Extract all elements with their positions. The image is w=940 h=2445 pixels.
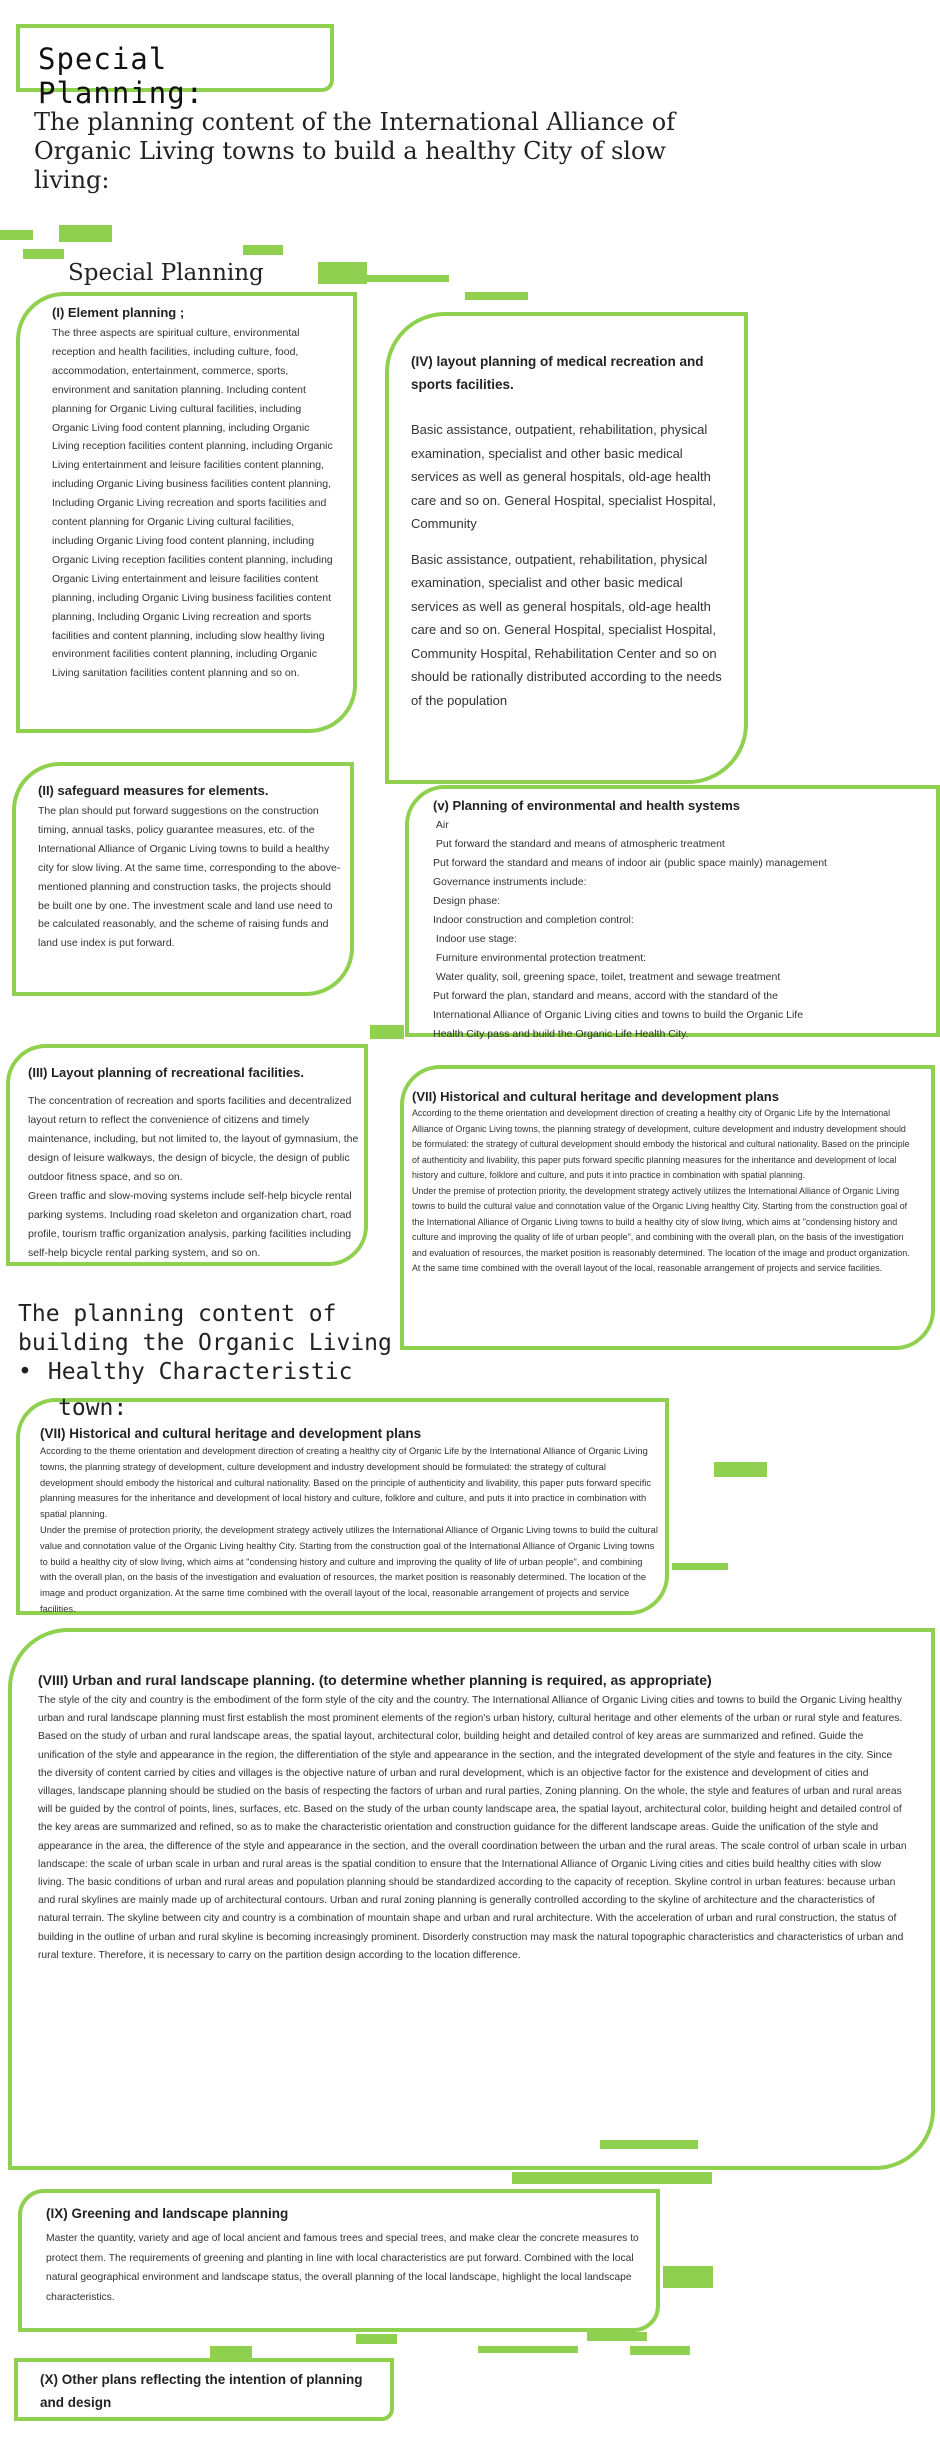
decor-bar	[672, 1563, 728, 1570]
environment-line: Put forward the standard and means of indoor air (public space mainly) management	[433, 857, 827, 869]
recreational-paragraph-2: Green traffic and slow-moving systems include self-help bicycle rental parking systems. Including road skeleton and organization chart, road profile, tourism traffic organization analysis, parking facilities including self-help bicycle rental parking system, and so on.	[28, 1190, 352, 1259]
decor-bar	[356, 2334, 397, 2344]
heritage-heading: (VII) Historical and cultural heritage and development plans	[412, 1089, 779, 1104]
environment-heading: (v) Planning of environmental and health systems	[433, 798, 741, 813]
section-heading: Special Planning	[68, 260, 264, 286]
environment-line: Indoor construction and completion control:	[433, 914, 634, 926]
heading-line	[18, 1358, 392, 1387]
decor-bar	[367, 275, 449, 282]
environment-line: Governance instruments include:	[433, 876, 587, 888]
environment-line: Water quality, soil, greening space, toilet, treatment and sewage treatment	[433, 971, 781, 983]
safeguard-heading: (II) safeguard measures for elements.	[38, 783, 269, 798]
element-planning-box	[16, 292, 357, 733]
element-planning-body: The three aspects are spiritual culture, environmental reception and health facilities, including culture, food, accommodation, entertainment, commerce, sports, environment and sanitation planning. Including content planning for Organic Living cultural facilities, including Organic Living food content planning, including Organic Living reception facilities content planning, including Organic Living entertainment and leisure facilities content planning, including Organic Living business facilities content planning, Including Organic Living recreation and sports facilities and content planning for Organic Living cultural facilities, including Organic Living food content planning, including Organic Living reception facilities content planning, including Organic Living entertainment and leisure facilities content planning, including Organic Living business facilities content planning, Including Organic Living recreation and sports facilities and content planning, including slow healthy living environment facilities content planning, including Organic Living sanitation facilities content planning and so on.	[52, 327, 333, 680]
decor-bar	[478, 2346, 578, 2353]
medical-facilities-box	[385, 312, 748, 784]
decor-bar	[370, 1025, 404, 1039]
decor-bar	[600, 2140, 698, 2149]
heading-line: building the Organic Living	[18, 1330, 392, 1356]
decor-bar	[512, 2172, 712, 2184]
decor-bar	[630, 2346, 690, 2355]
decor-bar	[59, 225, 112, 242]
landscape-heading: (VIII) Urban and rural landscape planning. (to determine whether planning is required, as appropriate)	[38, 1672, 712, 1688]
heading-line-text: Healthy Characteristic	[47, 1359, 353, 1385]
landscape-body: The style of the city and country is the embodiment of the form style of the city and the country. The International Alliance of Organic Living cities and towns to build the Organic Living healthy urban and rural landscape planning must first establish the most prominent elements of the region's urban history, cultural heritage and other elements of the urban or rural style and features. Based on the study of urban and rural landscape areas, the spatial layout, architectural color, building height and detailed control of key areas are summarized and refined. Guide the unification of the style and appearance in the region, the differentiation of the style and appearance in the section, and the integrated development of the style and features in the city. Since the diversity of content carried by cities and villages is the objective nature of urban and rural development, which is an objective factor for the existence and development of cities and villages, landscape planning should be studied on the basis of respecting the factors of urban and rural parties, Zoning planning. On the whole, the style and features of urban and rural areas will be guided by the control of points, lines, surfaces, etc. Based on the study of the urban county landscape area, the spatial layout, architectural color, building height and detailed control of the key areas are summarized and refined, so as to make the characteristic orientation and construction guidance for the different landscape areas. Guide the unification of the style and appearance in the area, the difference of the style and appearance in the section, and the overall coordination between the urban and the rural areas. The scale control of urban scale in urban landscape: the scale of urban scale in urban and rural areas is the spatial condition to ensure that the International Alliance of Organic Living cities and cities build healthy cities with slow living. The basic conditions of urban and rural areas and population planning should be standardized according to the capacity of reception. Skyline control in urban features: because urban and rural skylines are mainly made up of architectural contours. Urban and rural zoning planning is generally controlled according to the skyline of architecture and the characteristics of natural terrain. The skyline between city and country is a combination of mountain shape and urban and rural architecture. With the acceleration of urban and rural construction, the status of building in the outline of urban and rural skyline is becoming increasingly prominent. Disorderly construction may mask the natural topographic characteristics and characteristics of urban and rural texture. Therefore, it is necessary to carry on the partition design according to the location difference.	[38, 1695, 907, 1961]
title-box	[16, 24, 334, 110]
greening-box	[18, 2189, 660, 2332]
greening-body: Master the quantity, variety and age of local ancient and famous trees and special trees, and make clear the concrete measures to protect them. The requirements of greening and planting in line with local characteristics are put forward. Combined with the local natural geographical environment and landscape status, the overall planning of the local landscape, highlight the local landscape characteristics.	[46, 2233, 639, 2303]
recreational-heading: (III) Layout planning of recreational facilities.	[28, 1065, 304, 1080]
environment-box	[405, 785, 940, 1040]
decor-bar	[714, 1462, 767, 1477]
characteristic-town-heading	[18, 1300, 392, 1387]
recreational-box	[6, 1044, 368, 1266]
heritage-box-left	[16, 1395, 669, 1615]
decor-bar	[210, 2346, 252, 2358]
other-plans-box	[14, 2358, 394, 2421]
page-title: Special Planning:	[38, 42, 205, 110]
heritage-paragraph-2: Under the premise of protection priority, the development strategy actively utilizes the International Alliance of Organic Living towns to build the cultural value and connotation value of the Organic Living healthy City. Starting from the construction goal of the International Alliance of Organic Living towns to build a healthy city of slow living, which aims at "condensing history and culture and improving the quality of life of urban people", and combining with the overall plan, on the basis of the investigation and evaluation of resources, the market position is reasonably determined. The location of the image and product organization. At the same time combined with the overall layout of the local, reasonable arrangement of projects and service facilities.	[412, 1185, 910, 1273]
medical-paragraph-2: Basic assistance, outpatient, rehabilitation, physical examination, specialist and other basic medical services as well as general hospitals, old-age health care and so on. General Hospital, specialist Hospital, Community Hospital, Rehabilitation Center and so on should be rationally distributed according to the needs of the population	[411, 551, 722, 708]
decor-bar	[23, 249, 64, 259]
heritage-paragraph-1: According to the theme orientation and development direction of creating a healthy city of Organic Life by the International Alliance of Organic Living towns, the planning strategy of development, culture development and industry development should be formulated: the strategy of cultural development should embody the historical and cultural nationality. Based on the principle of authenticity and livability, this paper puts forward specific planning measures for the inheritance and development of local history and culture, folklore and culture, and puts it into practice in combination with spatial planning.	[40, 1446, 652, 1520]
environment-line: Air	[433, 819, 449, 831]
decor-bar	[663, 2266, 713, 2288]
element-planning-heading: (I) Element planning ;	[52, 305, 185, 320]
safeguard-body: The plan should put forward suggestions on the construction timing, annual tasks, policy guarantee measures, etc. of the International Alliance of Organic Living towns to build a healthy city for slow living. At the same time, corresponding to the above-mentioned planning and construction tasks, the projects should be built one by one. The investment scale and land use need to be calculated reasonably, and the scheme of raising funds and land use index is put forward.	[38, 805, 341, 950]
heritage-paragraph-2: Under the premise of protection priority, the development strategy actively utilizes the International Alliance of Organic Living towns to build the cultural value and connotation value of the Organic Living healthy City. Starting from the construction goal of the International Alliance of Organic Living towns to build a healthy city of slow living, which aims at "condensing history and culture and improving the quality of life of urban people", and combining with the overall plan, on the basis of the investigation and evaluation of resources, the market position is reasonably determined. The location of the image and product organization. At the same time combined with the overall layout of the local, reasonable arrangement of projects and service facilities.	[40, 1524, 658, 1614]
safeguard-box	[12, 762, 354, 996]
decor-bar	[587, 2332, 647, 2341]
decor-bar	[318, 262, 367, 284]
subtitle: The planning content of the International Alliance of Organic Living towns to build a healthy City of slow living:	[34, 108, 676, 194]
landscape-box	[8, 1628, 935, 2170]
environment-line: Put forward the plan, standard and means, accord with the standard of the International Alliance of Organic Living cities and towns to build the Organic Life Health City pass and build the Organic Life Health City.	[433, 990, 806, 1040]
environment-lines	[433, 816, 933, 1044]
medical-heading: (IV) layout planning of medical recreation and sports facilities.	[411, 354, 704, 392]
heading-town: town:	[58, 1395, 128, 1421]
decor-bar	[465, 292, 528, 300]
environment-line: Indoor use stage:	[433, 933, 518, 945]
environment-line: Furniture environmental protection treatment:	[433, 952, 647, 964]
decor-bar	[243, 245, 283, 255]
greening-heading: (IX) Greening and landscape planning	[46, 2206, 289, 2221]
environment-line: Put forward the standard and means of atmospheric treatment	[433, 838, 725, 850]
environment-line: Design phase:	[433, 895, 501, 907]
heritage-box-right	[400, 1065, 935, 1350]
recreational-paragraph-1: The concentration of recreation and sports facilities and decentralized layout return to reflect the convenience of citizens and timely maintenance, including, but not limited to, the layout of gymnasium, the design of leisure walkways, the design of bicycle, the design of public outdoor fitness space, and so on.	[28, 1095, 359, 1183]
other-plans-heading: (X) Other plans reflecting the intention of planning and design	[40, 2372, 363, 2410]
heading-line: The planning content of	[18, 1301, 337, 1327]
bullet: •	[18, 1359, 32, 1385]
heritage-paragraph-1: According to the theme orientation and development direction of creating a healthy city of Organic Life by the International Alliance of Organic Living towns, the planning strategy of development, culture development and industry development should be formulated: the strategy of cultural development should embody the historical and cultural nationality. Based on the principle of authenticity and livability, this paper puts forward specific planning measures for the inheritance and development of local history and culture, folklore and culture, and puts it into practice in combination with spatial planning.	[412, 1108, 910, 1180]
heritage-heading: (VII) Historical and cultural heritage and development plans	[40, 1426, 422, 1441]
medical-paragraph-1: Basic assistance, outpatient, rehabilitation, physical examination, specialist and other basic medical services as well as general hospitals, old-age health care and so on. General Hospital, specialist Hospital, Community	[411, 422, 716, 531]
decor-bar	[0, 230, 33, 240]
